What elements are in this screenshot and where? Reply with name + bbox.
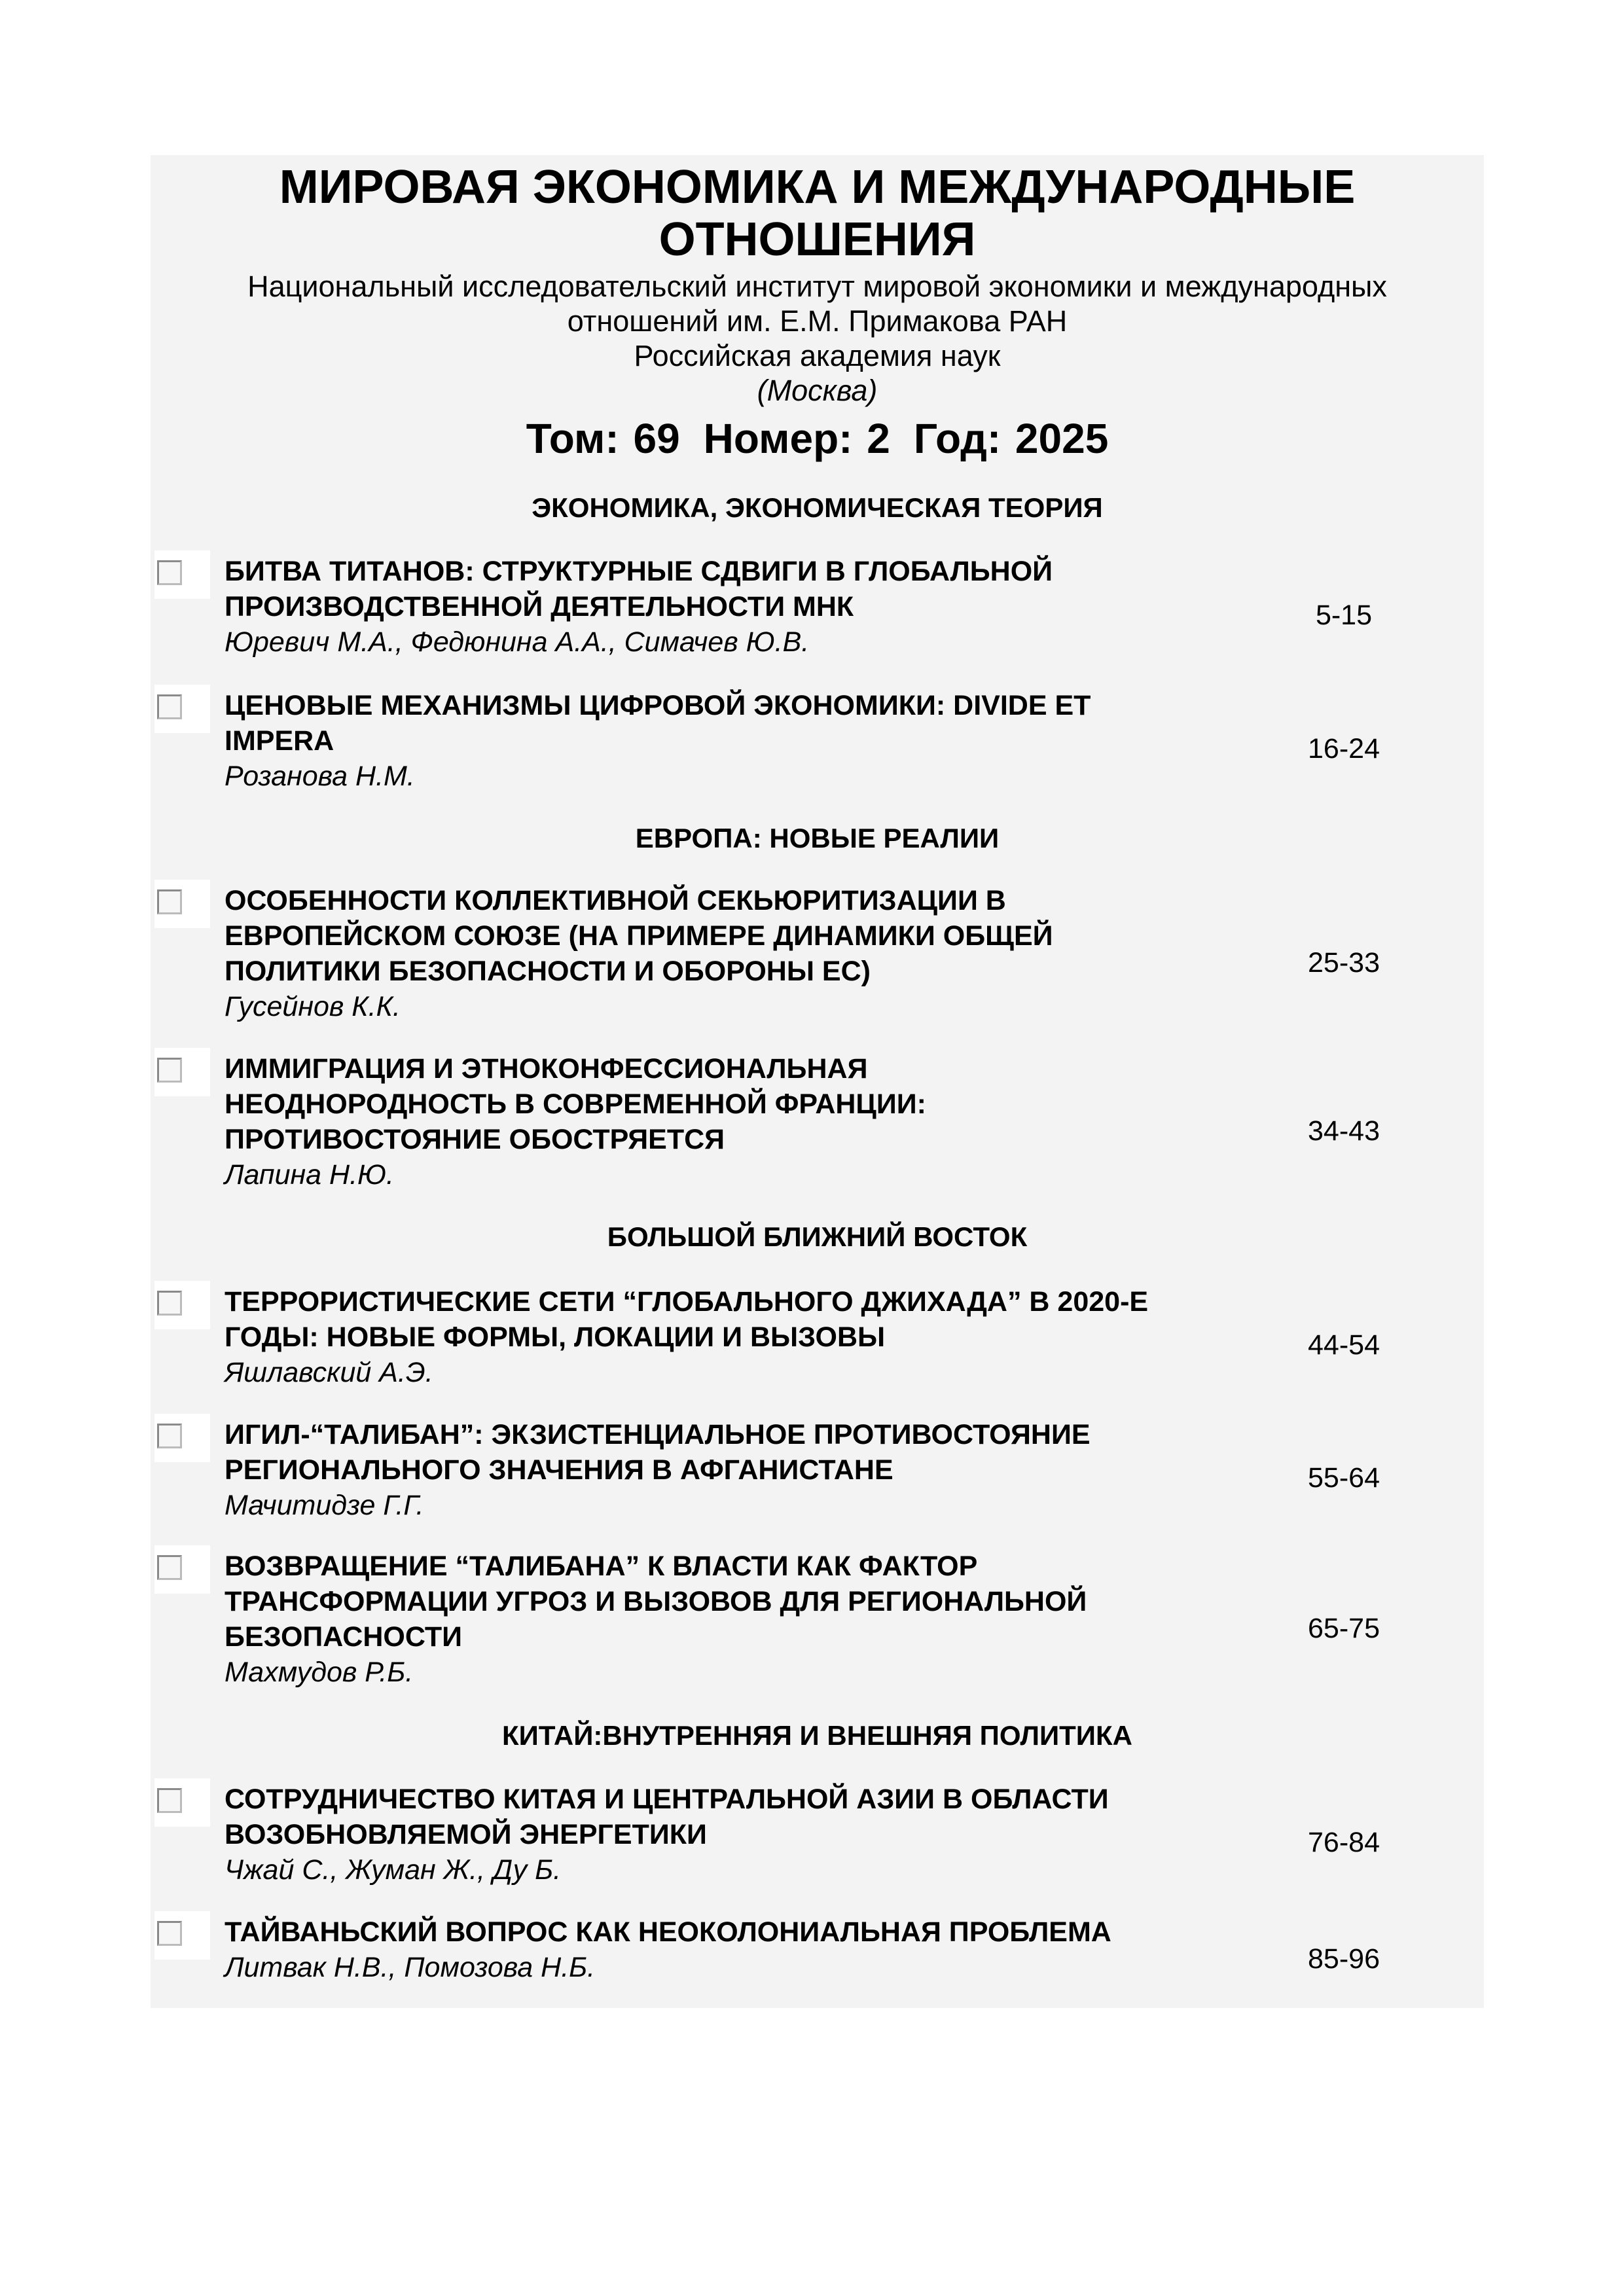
article-entry: [225, 883, 1285, 1024]
journal-title-line2: ОТНОШЕНИЯ: [659, 213, 976, 266]
article-pages: 85-96: [1308, 1943, 1380, 1975]
article-title-line[interactable]: ТРАНСФОРМАЦИИ УГРОЗ И ВЫЗОВОВ ДЛЯ РЕГИОНАЛЬНОЙ: [225, 1586, 1087, 1617]
article-title-line[interactable]: ОСОБЕННОСТИ КОЛЛЕКТИВНОЙ СЕКЬЮРИТИЗАЦИИ В: [225, 885, 1006, 916]
issue-info: [151, 415, 1484, 462]
article-pages: 5-15: [1315, 600, 1373, 631]
article-authors: Литвак Н.В., Помозова Н.Б.: [225, 1952, 596, 1983]
year: Год: 2025: [913, 415, 1109, 462]
publisher-info: [151, 269, 1484, 408]
article-authors: Яшлавский А.Э.: [225, 1357, 433, 1388]
article-title-line[interactable]: ВОЗВРАЩЕНИЕ “ТАЛИБАНА” К ВЛАСТИ КАК ФАКТОР: [225, 1551, 978, 1582]
article-title-line[interactable]: ТАЙВАНЬСКИЙ ВОПРОС КАК НЕОКОЛОНИАЛЬНАЯ ПРОБЛЕМА: [225, 1916, 1111, 1948]
article-entry: [225, 1914, 1285, 1985]
article-authors: Махмудов Р.Б.: [225, 1657, 414, 1688]
article-checkbox-wrapper: [154, 1911, 210, 1960]
article-title-line[interactable]: ГОДЫ: НОВЫЕ ФОРМЫ, ЛОКАЦИИ И ВЫЗОВЫ: [225, 1321, 886, 1353]
city: (Москва): [757, 374, 878, 407]
article-checkbox[interactable]: [157, 1291, 182, 1316]
article-checkbox[interactable]: [157, 1788, 182, 1813]
article-checkbox[interactable]: [157, 1058, 182, 1083]
article-pages: 16-24: [1308, 733, 1380, 764]
article-title-line[interactable]: ИГИЛ-“ТАЛИБАН”: ЭКЗИСТЕНЦИАЛЬНОЕ ПРОТИВОСТОЯНИЕ: [225, 1419, 1091, 1450]
journal-title: [151, 161, 1484, 266]
section-heading: ЭКОНОМИКА, ЭКОНОМИЧЕСКАЯ ТЕОРИЯ: [532, 492, 1103, 523]
article-checkbox-wrapper: [154, 550, 210, 599]
article-title-line[interactable]: ЦЕНОВЫЕ МЕХАНИЗМЫ ЦИФРОВОЙ ЭКОНОМИКИ: DIVIDE ET: [225, 690, 1091, 721]
article-pages: 44-54: [1308, 1329, 1380, 1361]
publisher-line1: Национальный исследовательский институт мировой экономики и международных: [247, 270, 1387, 303]
article-authors: Мачитидзе Г.Г.: [225, 1490, 424, 1521]
journal-title-line1: МИРОВАЯ ЭКОНОМИКА И МЕЖДУНАРОДНЫЕ: [279, 161, 1356, 213]
section-heading: БОЛЬШОЙ БЛИЖНИЙ ВОСТОК: [607, 1221, 1028, 1252]
article-title-line[interactable]: БИТВА ТИТАНОВ: СТРУКТУРНЫЕ СДВИГИ В ГЛОБАЛЬНОЙ: [225, 556, 1053, 587]
article-title-line[interactable]: НЕОДНОРОДНОСТЬ В СОВРЕМЕННОЙ ФРАНЦИИ:: [225, 1088, 926, 1120]
article-checkbox-wrapper: [154, 1281, 210, 1329]
article-checkbox-wrapper: [154, 1414, 210, 1462]
article-authors: Юревич М.А., Федюнина А.А., Симачев Ю.В.: [225, 626, 810, 658]
article-pages: 76-84: [1308, 1827, 1380, 1858]
article-checkbox[interactable]: [157, 1424, 182, 1448]
article-pages: 65-75: [1308, 1613, 1380, 1644]
article-checkbox-wrapper: [154, 685, 210, 733]
article-title-line[interactable]: ПРОТИВОСТОЯНИЕ ОБОСТРЯЕТСЯ: [225, 1124, 725, 1155]
article-entry: [225, 1051, 1285, 1193]
article-pages: 34-43: [1308, 1115, 1380, 1147]
issue-number: Номер: 2: [703, 415, 890, 462]
article-authors: Розанова Н.М.: [225, 761, 415, 792]
article-checkbox[interactable]: [157, 1555, 182, 1580]
volume: Том: 69: [526, 415, 680, 462]
article-entry: [225, 1549, 1285, 1690]
article-title-line[interactable]: ИММИГРАЦИЯ И ЭТНОКОНФЕССИОНАЛЬНАЯ: [225, 1053, 868, 1085]
article-title-line[interactable]: ПРОИЗВОДСТВЕННОЙ ДЕЯТЕЛЬНОСТИ МНК: [225, 591, 854, 622]
article-checkbox-wrapper: [154, 1545, 210, 1594]
article-title-line[interactable]: СОТРУДНИЧЕСТВО КИТАЯ И ЦЕНТРАЛЬНОЙ АЗИИ В ОБЛАСТИ: [225, 1784, 1109, 1815]
article-authors: Лапина Н.Ю.: [225, 1159, 394, 1191]
academy-name: Российская академия наук: [634, 339, 1001, 372]
section-heading: КИТАЙ:ВНУТРЕННЯЯ И ВНЕШНЯЯ ПОЛИТИКА: [502, 1720, 1132, 1751]
article-entry: [225, 1782, 1285, 1888]
article-authors: Гусейнов К.К.: [225, 991, 401, 1022]
article-checkbox[interactable]: [157, 694, 182, 719]
article-title-line[interactable]: ЕВРОПЕЙСКОМ СОЮЗЕ (НА ПРИМЕРЕ ДИНАМИКИ ОБЩЕЙ: [225, 920, 1053, 952]
article-pages: 25-33: [1308, 947, 1380, 978]
article-checkbox-wrapper: [154, 1778, 210, 1827]
article-authors: Чжай С., Жуман Ж., Ду Б.: [225, 1854, 562, 1886]
article-title-line[interactable]: ВОЗОБНОВЛЯЕМОЙ ЭНЕРГЕТИКИ: [225, 1819, 707, 1850]
article-entry: [225, 1417, 1285, 1523]
article-title-line[interactable]: ПОЛИТИКИ БЕЗОПАСНОСТИ И ОБОРОНЫ ЕС): [225, 956, 871, 987]
article-checkbox-wrapper: [154, 1048, 210, 1096]
section-heading: ЕВРОПА: НОВЫЕ РЕАЛИИ: [635, 823, 1000, 853]
article-checkbox-wrapper: [154, 880, 210, 928]
publisher-line2: отношений им. Е.М. Примакова РАН: [567, 304, 1068, 338]
article-entry: [225, 1284, 1285, 1390]
article-checkbox[interactable]: [157, 560, 182, 585]
article-entry: [225, 554, 1285, 660]
article-checkbox[interactable]: [157, 1921, 182, 1946]
article-title-line[interactable]: ТЕРРОРИСТИЧЕСКИЕ СЕТИ “ГЛОБАЛЬНОГО ДЖИХАДА” В 2020-Е: [225, 1286, 1149, 1318]
article-title-line[interactable]: РЕГИОНАЛЬНОГО ЗНАЧЕНИЯ В АФГАНИСТАНЕ: [225, 1454, 893, 1486]
article-entry: [225, 688, 1285, 794]
article-title-line[interactable]: IMPERA: [225, 725, 334, 757]
article-title-line[interactable]: БЕЗОПАСНОСТИ: [225, 1621, 463, 1653]
article-checkbox[interactable]: [157, 889, 182, 914]
article-pages: 55-64: [1308, 1462, 1380, 1494]
